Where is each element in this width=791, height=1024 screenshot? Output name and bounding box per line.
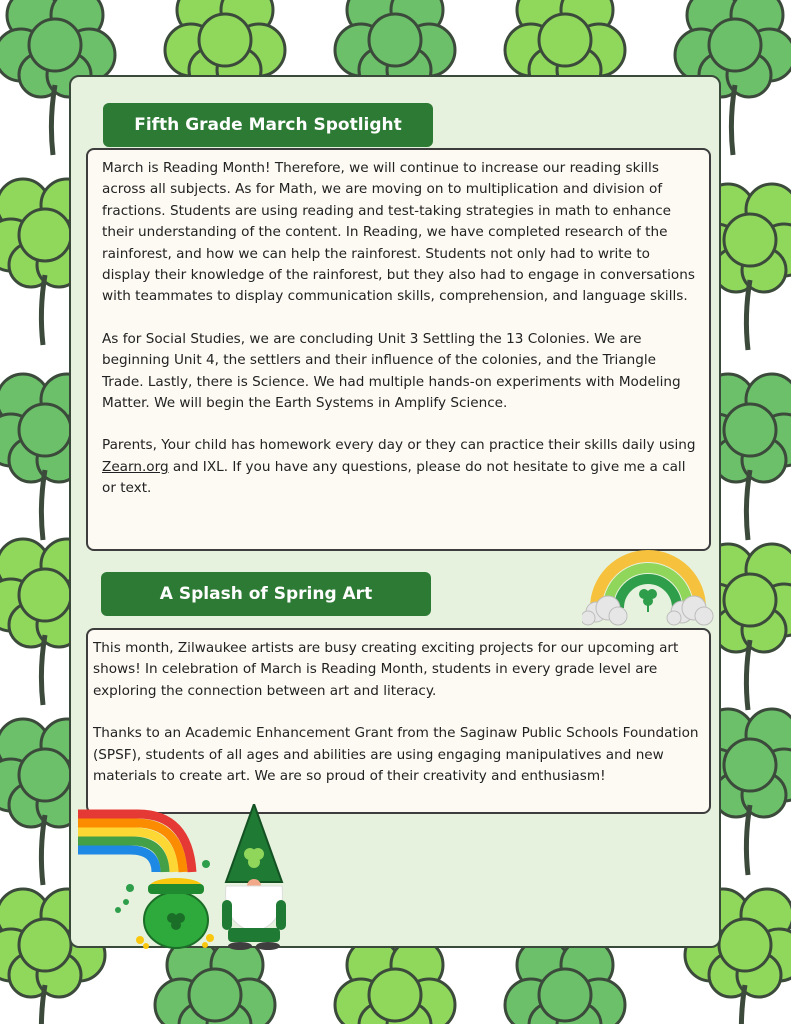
spotlight-paragraph-1: March is Reading Month! Therefore, we will continue to increase our reading skills across all subjects. As for Math, we are moving on to multiplication and division of fractions. Students are using reading and test-taking strategies in math to enhance their understanding of the content. In Reading, we have completed research of the rainforest, and how we can help the rainforest. Students not only had to write to display their knowledge of the rainforest, but they also had to engage in conversations with teammates to display communication skills, comprehension, and language skills. <box>102 160 695 305</box>
spotlight-paragraph-3 <box>102 435 699 499</box>
spotlight-paragraph-2: As for Social Studies, we are concluding Unit 3 Settling the 13 Colonies. We are beginning Unit 4, the settlers and their influence of the colonies, and the Triangle Trade. Lastly, there is Science. We had multiple hands-on experiments with Modeling Matter. We will begin the Earth Systems in Amplify Science. <box>102 330 681 412</box>
art-heading: A Splash of Spring Art <box>101 572 431 616</box>
art-paragraph-2: Thanks to an Academic Enhancement Grant from the Saginaw Public Schools Foundation (SPSF), students of all ages and abilities are using engaging manipulatives and new materials to create art. We are so proud of their creativity and enthusiasm! <box>93 725 699 785</box>
spotlight-p3-before: Parents, Your child has homework every day or they can practice their skills daily using <box>102 437 696 454</box>
rainbow-icon <box>582 532 714 630</box>
spotlight-heading: Fifth Grade March Spotlight <box>103 103 433 147</box>
shamrock-icon <box>639 589 657 612</box>
spotlight-text-box <box>86 148 711 551</box>
zearn-link[interactable]: Zearn.org <box>102 458 169 475</box>
gnome-icon <box>212 804 296 950</box>
art-text-box <box>86 628 711 814</box>
art-paragraph-1: This month, Zilwaukee artists are busy creating exciting projects for our upcoming art shows! In celebration of March is Reading Month, students in every grade level are exploring the connection between art and literacy. <box>93 640 679 699</box>
spotlight-p3-after: and IXL. If you have any questions, please do not hesitate to give me a call or text. <box>102 458 686 497</box>
pot-of-gold-icon <box>78 800 223 952</box>
